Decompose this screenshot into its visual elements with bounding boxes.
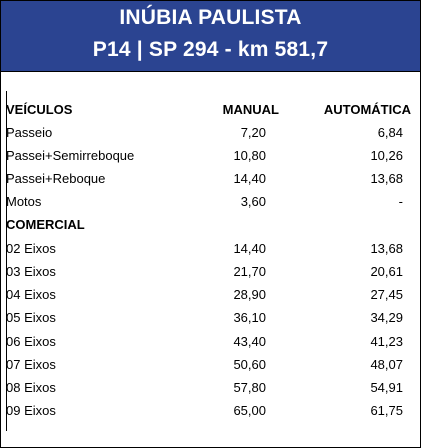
manual-value: 50,60 [233, 357, 266, 372]
manual-value: 14,40 [233, 241, 266, 256]
automatic-value: 34,29 [370, 310, 403, 325]
table-row [1, 376, 420, 399]
automatic-value: - [398, 194, 403, 209]
table-row [1, 353, 420, 376]
row-label: 02 Eixos [6, 241, 56, 256]
automatic-value: 20,61 [370, 264, 403, 279]
manual-value: 3,60 [240, 194, 266, 209]
category-header: VEÍCULOS [6, 102, 73, 117]
row-label: 04 Eixos [6, 287, 56, 302]
automatic-value: 6,84 [377, 125, 403, 140]
row-label: 08 Eixos [6, 380, 56, 395]
manual-value: 57,80 [233, 380, 266, 395]
column-header-row [1, 98, 420, 121]
plaza-subtitle: P14 | SP 294 - km 581,7 [92, 38, 329, 61]
manual-value: 36,10 [233, 310, 266, 325]
automatic-value: 13,68 [370, 241, 403, 256]
row-label: Passeio [6, 125, 53, 140]
automatic-value: 54,91 [370, 380, 403, 395]
table-row [1, 260, 420, 283]
manual-value: 21,70 [233, 264, 266, 279]
automatic-value: 61,75 [370, 403, 403, 418]
manual-value: 14,40 [233, 171, 266, 186]
automatic-value: 27,45 [370, 287, 403, 302]
table-row [1, 330, 420, 353]
row-label: Passei+Reboque [6, 171, 106, 186]
section-header-row [1, 213, 420, 236]
table-row [1, 190, 420, 213]
automatic-value: 41,23 [370, 334, 403, 349]
table-row [1, 399, 420, 422]
row-label: 05 Eixos [6, 310, 56, 325]
row-label: 03 Eixos [6, 264, 56, 279]
table-header [1, 1, 420, 72]
table-row [1, 121, 420, 144]
commercial-header: COMERCIAL [6, 217, 85, 232]
automatic-value: 10,26 [370, 148, 403, 163]
table-row [1, 306, 420, 329]
row-label: 06 Eixos [6, 334, 56, 349]
row-label: Motos [6, 194, 42, 209]
table-row [1, 283, 420, 306]
row-label: Passei+Semirreboque [6, 148, 135, 163]
table-row [1, 237, 420, 260]
plaza-title: INÚBIA PAULISTA [119, 6, 302, 29]
manual-value: 7,20 [240, 125, 266, 140]
automatic-value: 48,07 [370, 357, 403, 372]
automatic-value: 13,68 [370, 171, 403, 186]
table-row [1, 167, 420, 190]
table-row [1, 144, 420, 167]
manual-value: 28,90 [233, 287, 266, 302]
manual-value: 10,80 [233, 148, 266, 163]
manual-value: 65,00 [233, 403, 266, 418]
manual-header: MANUAL [222, 102, 279, 117]
automatic-header: AUTOMÁTICA [323, 102, 411, 117]
row-label: 07 Eixos [6, 357, 56, 372]
manual-value: 43,40 [233, 334, 266, 349]
row-label: 09 Eixos [6, 403, 56, 418]
